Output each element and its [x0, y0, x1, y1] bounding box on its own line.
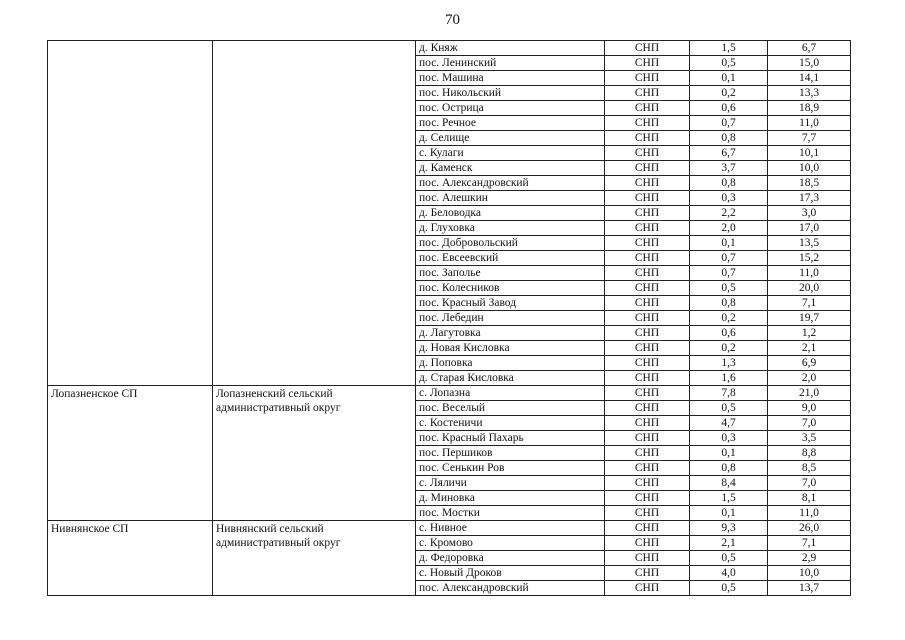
locality-name-cell: с. Нивное [416, 521, 605, 536]
type-cell: СНП [605, 401, 690, 416]
type-cell: СНП [605, 71, 690, 86]
locality-name-cell: с. Ляличи [416, 476, 605, 491]
area-cell: 0,2 [690, 341, 768, 356]
area-cell: 1,5 [690, 41, 768, 56]
area-cell: 0,8 [690, 176, 768, 191]
area-cell: 0,5 [690, 581, 768, 596]
table-row [48, 521, 851, 536]
type-cell: СНП [605, 296, 690, 311]
locality-name-cell: пос. Добровольский [416, 236, 605, 251]
locality-name-cell: пос. Ленинский [416, 56, 605, 71]
area-cell: 1,6 [690, 371, 768, 386]
type-cell: СНП [605, 581, 690, 596]
distance-cell: 26,0 [768, 521, 851, 536]
locality-name-cell: пос. Красный Завод [416, 296, 605, 311]
table-row [48, 41, 851, 56]
area-cell: 4,0 [690, 566, 768, 581]
area-cell: 0,1 [690, 71, 768, 86]
type-cell: СНП [605, 431, 690, 446]
locality-name-cell: д. Беловодка [416, 206, 605, 221]
settlement-sp-cell: Лопазненское СП [48, 386, 213, 521]
area-cell: 0,5 [690, 56, 768, 71]
distance-cell: 2,0 [768, 371, 851, 386]
distance-cell: 11,0 [768, 266, 851, 281]
distance-cell: 19,7 [768, 311, 851, 326]
area-cell: 2,0 [690, 221, 768, 236]
type-cell: СНП [605, 566, 690, 581]
distance-cell: 8,5 [768, 461, 851, 476]
district-cell: Лопазненский сельский административный округ [213, 386, 416, 521]
type-cell: СНП [605, 536, 690, 551]
distance-cell: 10,0 [768, 566, 851, 581]
area-cell: 3,7 [690, 161, 768, 176]
settlement-sp-cell [48, 41, 213, 386]
distance-cell: 18,5 [768, 176, 851, 191]
type-cell: СНП [605, 461, 690, 476]
area-cell: 1,3 [690, 356, 768, 371]
distance-cell: 9,0 [768, 401, 851, 416]
locality-name-cell: пос. Острица [416, 101, 605, 116]
locality-name-cell: пос. Сенькин Ров [416, 461, 605, 476]
distance-cell: 11,0 [768, 116, 851, 131]
area-cell: 0,7 [690, 266, 768, 281]
distance-cell: 14,1 [768, 71, 851, 86]
area-cell: 0,3 [690, 431, 768, 446]
locality-name-cell: пос. Александровский [416, 581, 605, 596]
locality-name-cell: д. Княж [416, 41, 605, 56]
distance-cell: 17,0 [768, 221, 851, 236]
type-cell: СНП [605, 206, 690, 221]
type-cell: СНП [605, 281, 690, 296]
locality-name-cell: с. Кромово [416, 536, 605, 551]
distance-cell: 7,0 [768, 416, 851, 431]
locality-name-cell: пос. Заполье [416, 266, 605, 281]
type-cell: СНП [605, 131, 690, 146]
distance-cell: 11,0 [768, 506, 851, 521]
area-cell: 4,7 [690, 416, 768, 431]
area-cell: 0,1 [690, 506, 768, 521]
locality-name-cell: д. Глуховка [416, 221, 605, 236]
area-cell: 6,7 [690, 146, 768, 161]
area-cell: 0,2 [690, 86, 768, 101]
locality-name-cell: пос. Никольский [416, 86, 605, 101]
type-cell: СНП [605, 266, 690, 281]
distance-cell: 18,9 [768, 101, 851, 116]
area-cell: 0,1 [690, 236, 768, 251]
locality-name-cell: д. Каменск [416, 161, 605, 176]
distance-cell: 15,2 [768, 251, 851, 266]
area-cell: 0,6 [690, 101, 768, 116]
type-cell: СНП [605, 416, 690, 431]
distance-cell: 15,0 [768, 56, 851, 71]
area-cell: 1,5 [690, 491, 768, 506]
locality-name-cell: пос. Першиков [416, 446, 605, 461]
area-cell: 9,3 [690, 521, 768, 536]
locality-name-cell: с. Лопазна [416, 386, 605, 401]
locality-name-cell: пос. Красный Пахарь [416, 431, 605, 446]
type-cell: СНП [605, 161, 690, 176]
type-cell: СНП [605, 311, 690, 326]
distance-cell: 3,5 [768, 431, 851, 446]
settlements-table [47, 40, 851, 596]
area-cell: 8,4 [690, 476, 768, 491]
distance-cell: 6,9 [768, 356, 851, 371]
type-cell: СНП [605, 176, 690, 191]
distance-cell: 7,1 [768, 536, 851, 551]
area-cell: 0,3 [690, 191, 768, 206]
type-cell: СНП [605, 506, 690, 521]
distance-cell: 8,1 [768, 491, 851, 506]
locality-name-cell: д. Поповка [416, 356, 605, 371]
type-cell: СНП [605, 356, 690, 371]
type-cell: СНП [605, 191, 690, 206]
type-cell: СНП [605, 521, 690, 536]
distance-cell: 17,3 [768, 191, 851, 206]
distance-cell: 8,8 [768, 446, 851, 461]
distance-cell: 1,2 [768, 326, 851, 341]
area-cell: 2,2 [690, 206, 768, 221]
district-cell [213, 41, 416, 386]
type-cell: СНП [605, 386, 690, 401]
distance-cell: 10,1 [768, 146, 851, 161]
distance-cell: 6,7 [768, 41, 851, 56]
type-cell: СНП [605, 446, 690, 461]
area-cell: 0,5 [690, 401, 768, 416]
area-cell: 2,1 [690, 536, 768, 551]
distance-cell: 21,0 [768, 386, 851, 401]
locality-name-cell: с. Новый Дроков [416, 566, 605, 581]
area-cell: 0,8 [690, 131, 768, 146]
locality-name-cell: пос. Евсеевский [416, 251, 605, 266]
type-cell: СНП [605, 236, 690, 251]
type-cell: СНП [605, 251, 690, 266]
locality-name-cell: с. Кулаги [416, 146, 605, 161]
distance-cell: 2,1 [768, 341, 851, 356]
distance-cell: 13,5 [768, 236, 851, 251]
type-cell: СНП [605, 221, 690, 236]
area-cell: 0,7 [690, 251, 768, 266]
table-row [48, 386, 851, 401]
page-number: 70 [445, 12, 460, 28]
distance-cell: 13,7 [768, 581, 851, 596]
area-cell: 0,6 [690, 326, 768, 341]
distance-cell: 13,3 [768, 86, 851, 101]
area-cell: 0,5 [690, 551, 768, 566]
type-cell: СНП [605, 146, 690, 161]
locality-name-cell: д. Лагутовка [416, 326, 605, 341]
area-cell: 0,8 [690, 296, 768, 311]
locality-name-cell: пос. Мостки [416, 506, 605, 521]
locality-name-cell: д. Федоровка [416, 551, 605, 566]
distance-cell: 7,0 [768, 476, 851, 491]
settlement-sp-cell: Нивнянское СП [48, 521, 213, 596]
area-cell: 0,1 [690, 446, 768, 461]
distance-cell: 10,0 [768, 161, 851, 176]
area-cell: 0,5 [690, 281, 768, 296]
type-cell: СНП [605, 116, 690, 131]
type-cell: СНП [605, 371, 690, 386]
locality-name-cell: пос. Лебедин [416, 311, 605, 326]
distance-cell: 7,1 [768, 296, 851, 311]
locality-name-cell: пос. Речное [416, 116, 605, 131]
locality-name-cell: пос. Веселый [416, 401, 605, 416]
type-cell: СНП [605, 551, 690, 566]
type-cell: СНП [605, 341, 690, 356]
type-cell: СНП [605, 41, 690, 56]
locality-name-cell: пос. Машина [416, 71, 605, 86]
locality-name-cell: д. Селище [416, 131, 605, 146]
locality-name-cell: д. Новая Кисловка [416, 341, 605, 356]
locality-name-cell: д. Старая Кисловка [416, 371, 605, 386]
area-cell: 0,7 [690, 116, 768, 131]
locality-name-cell: пос. Колесников [416, 281, 605, 296]
area-cell: 7,8 [690, 386, 768, 401]
type-cell: СНП [605, 326, 690, 341]
locality-name-cell: с. Костеничи [416, 416, 605, 431]
area-cell: 0,2 [690, 311, 768, 326]
distance-cell: 3,0 [768, 206, 851, 221]
district-cell: Нивнянский сельский административный округ [213, 521, 416, 596]
area-cell: 0,8 [690, 461, 768, 476]
type-cell: СНП [605, 491, 690, 506]
type-cell: СНП [605, 476, 690, 491]
locality-name-cell: пос. Алешкин [416, 191, 605, 206]
locality-name-cell: пос. Александровский [416, 176, 605, 191]
type-cell: СНП [605, 86, 690, 101]
locality-name-cell: д. Миновка [416, 491, 605, 506]
distance-cell: 20,0 [768, 281, 851, 296]
distance-cell: 7,7 [768, 131, 851, 146]
distance-cell: 2,9 [768, 551, 851, 566]
type-cell: СНП [605, 101, 690, 116]
type-cell: СНП [605, 56, 690, 71]
